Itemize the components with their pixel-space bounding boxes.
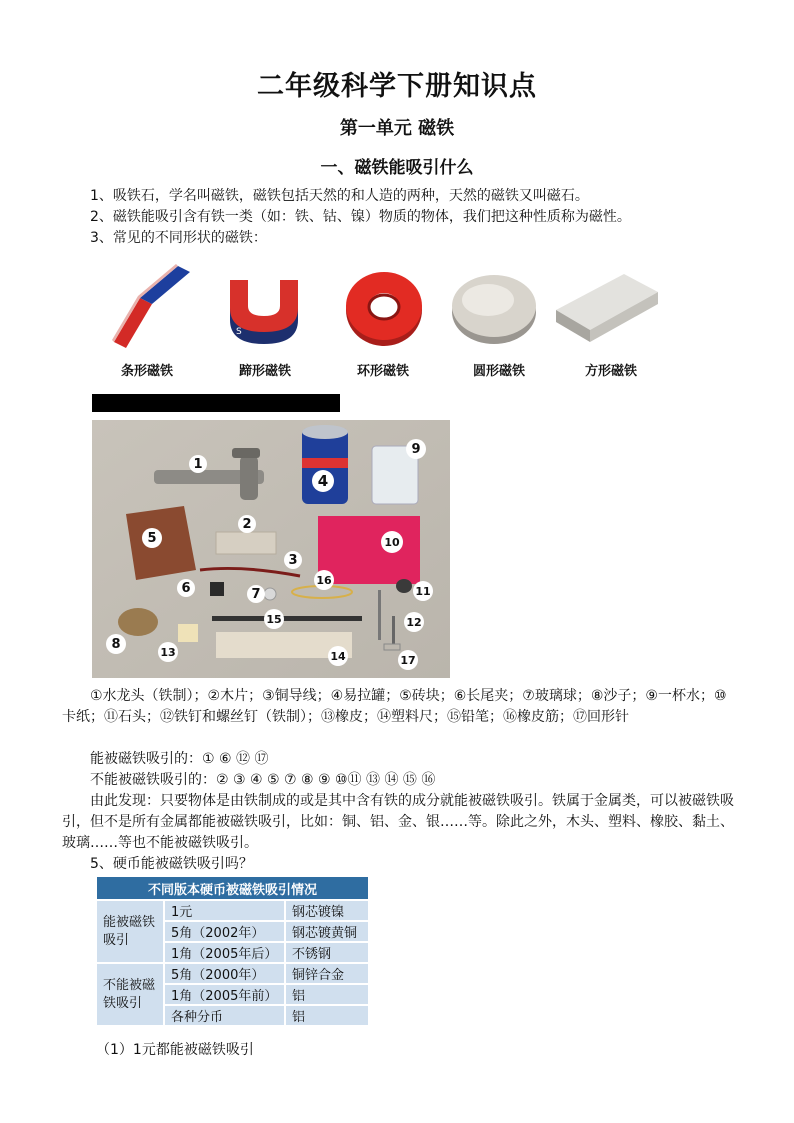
object-list: ①水龙头（铁制）；②木片；③铜导线；④易拉罐；⑤砖块；⑥长尾夹；⑦玻璃球；⑧沙子；⑨一杯水；⑩卡纸；⑪石头；⑫铁钉和螺丝钉（铁制）；⑬橡皮；⑭塑料尺；⑮铅笔；⑯橡皮筋；⑰回形针: [62, 688, 727, 725]
objects-photo: [92, 420, 450, 678]
not-attracted-label: 不能被磁铁吸引的：: [90, 772, 216, 788]
item-2: 2、磁铁能吸引含有铁一类（如：铁、钴、镍）物质的物体，我们把这种性质称为磁性。: [90, 209, 631, 225]
not-attracted-items: ② ③ ④ ⑤ ⑦ ⑧ ⑨ ⑩⑪ ⑬ ⑭ ⑮ ⑯: [216, 772, 436, 788]
block-magnet: [556, 258, 666, 383]
attracted-label: 能被磁铁吸引的：: [90, 751, 202, 767]
photo-label: 9: [411, 442, 421, 457]
photo-label: 6: [181, 581, 191, 596]
photo-label: 2: [242, 517, 252, 532]
magnet-label: 方形磁铁: [584, 364, 637, 379]
magnet-images: [92, 258, 672, 383]
disc-magnet-image: [444, 258, 554, 358]
photo-label: 16: [316, 574, 332, 587]
coin-cell: 1角（2005年前）: [164, 984, 285, 1005]
coin-table: [95, 875, 370, 1027]
note-1: （1）1元都能被磁铁吸引: [96, 1042, 254, 1058]
question-5: 5、硬币能被磁铁吸引吗？: [90, 856, 253, 872]
ring-magnet-image: [328, 258, 438, 358]
ring-magnet: [328, 258, 438, 383]
svg-text:S: S: [236, 327, 242, 337]
magnet-label: 环形磁铁: [356, 364, 409, 379]
coin-cell: 1角（2005年后）: [164, 942, 285, 963]
photo-label: 13: [160, 646, 176, 659]
material-cell: 钢芯镀镍: [285, 900, 369, 921]
material-cell: 铝: [285, 984, 369, 1005]
item-1: 1、吸铁石，学名叫磁铁，磁铁包括天然的和人造的两种，天然的磁铁又叫磁石。: [90, 188, 589, 204]
magnet-label: 条形磁铁: [120, 364, 173, 379]
photo-label: 1: [193, 457, 203, 472]
section-heading: 一、磁铁能吸引什么: [320, 158, 474, 178]
redaction-bar: [92, 394, 340, 412]
material-cell: 铜锌合金: [285, 963, 369, 984]
coin-cell: 各种分币: [164, 1005, 285, 1026]
unit-heading: 第一单元 磁铁: [339, 118, 455, 139]
photo-label: 11: [415, 585, 431, 598]
coin-cell: 5角（2000年）: [164, 963, 285, 984]
photo-label: 14: [330, 650, 346, 663]
coin-cell: 1元: [164, 900, 285, 921]
category-cell: 能被磁铁吸引: [96, 900, 164, 963]
magnet-label: 蹄形磁铁: [238, 364, 291, 379]
photo-label: 5: [147, 531, 157, 546]
attracted-items: ① ⑥ ⑫ ⑰: [202, 751, 269, 767]
conclusion: 由此发现：只要物体是由铁制成的或是其中含有铁的成分就能被磁铁吸引。铁属于金属类，可以被磁铁吸引，但不是所有金属都能被磁铁吸引，比如：铜、铝、金、银……等。除此之外，木头、塑料、橡胶、黏土、玻璃……等也不能被磁铁吸引。: [62, 793, 734, 851]
material-cell: 铝: [285, 1005, 369, 1026]
photo-label: 12: [406, 616, 422, 629]
category-cell: 不能被磁铁吸引: [96, 963, 164, 1026]
attracted-line: [62, 749, 737, 769]
coin-cell: 5角（2002年）: [164, 921, 285, 942]
not-attracted-line: [62, 770, 737, 790]
material-cell: 钢芯镀黄铜: [285, 921, 369, 942]
doc-title: 二年级科学下册知识点: [257, 71, 537, 102]
photo-label: 15: [266, 613, 282, 626]
photo-label: 10: [384, 536, 400, 549]
disc-magnet: [444, 258, 554, 383]
photo-label: 4: [317, 472, 329, 490]
photo-label: 3: [288, 553, 298, 568]
item-3: 3、常见的不同形状的磁铁：: [90, 230, 267, 246]
block-magnet-image: [556, 258, 666, 358]
photo-label: 8: [111, 637, 121, 652]
bar-magnet: [92, 258, 202, 383]
photo-label: 17: [400, 654, 416, 667]
horseshoe-magnet: [210, 258, 320, 383]
material-cell: 不锈钢: [285, 942, 369, 963]
bar-magnet-image: [92, 258, 202, 358]
coin-table-header: 不同版本硬币被磁铁吸引情况: [96, 876, 369, 900]
magnet-label: 圆形磁铁: [472, 364, 525, 379]
photo-label: 7: [251, 587, 261, 602]
horseshoe-magnet-image: [210, 258, 320, 358]
